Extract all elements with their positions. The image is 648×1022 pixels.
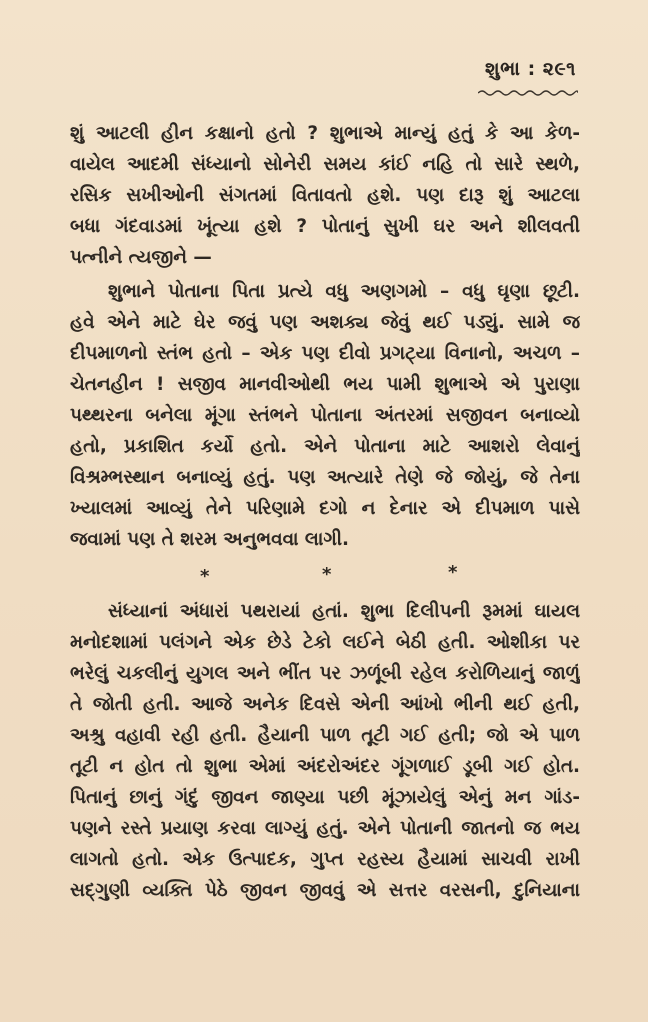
- text-line: જવામાં પણ તે શરમ અનુભવવા લાગી.: [70, 529, 350, 550]
- text-line: દીપમાળનો સ્તંભ હતો – એક પણ દીવો પ્રગટ્યા વિનાનો, અચળ –: [70, 343, 580, 364]
- text-line: મનોદશામાં પલંગને એક છેડે ટેકો લઈને બેઠી હતી. ઓશીકા પર: [70, 632, 580, 653]
- text-line: વાયેલ આદમી સંધ્યાનો સોનેરી સમય કાંઈ નહિ તો સારે સ્થળે,: [70, 154, 580, 175]
- text-line: બધા ગંદવાડમાં ખૂંત્યા હશે ? પોતાનું સુખી ઘર અને શીલવતી: [70, 216, 580, 237]
- paragraph-2: [70, 276, 580, 555]
- text-line: શુભાને પોતાના પિતા પ્રત્યે વધુ અણગમો – વધુ ઘૃણા છૂટી.: [108, 281, 580, 302]
- text-line: પથ્થરના બનેલા મૂંગા સ્તંભને પોતાના અંતરમાં સજીવન બનાવ્યો: [70, 405, 580, 426]
- separator-asterisk: *: [322, 564, 332, 585]
- text-line: પિતાનું છાનું ગંદું જીવન જાણ્યા પછી મૂંઝાયેલું એનું મન ગાંડ-: [70, 787, 580, 808]
- ornament-squiggle-icon: [478, 88, 578, 98]
- text-line: ભરેલું ચકલીનું યુગલ અને ભીંત પર ઝળૂંબી રહેલ કરોળિયાનું જાળું: [70, 663, 580, 684]
- text-line: હવે એને માટે ઘેર જવું પણ અશક્ય જેવું થઈ પડ્યું. સામે જ: [70, 312, 580, 333]
- text-line: રસિક સખીઓની સંગતમાં વિતાવતો હશે. પણ દારૂ શું આટલા: [70, 185, 580, 206]
- text-line: ચેતનહીન ! સજીવ માનવીઓથી ભય પામી શુભાએ એ પુરાણા: [70, 374, 580, 395]
- text-line: હતો, પ્રકાશિત કર્યો હતો. એને પોતાના માટે આશરો લેવાનું: [70, 436, 580, 457]
- text-line: શું આટલી હીન કક્ષાનો હતો ? શુભાએ માન્યું હતું કે આ કેળ-: [70, 123, 580, 144]
- separator-asterisk: *: [448, 562, 458, 583]
- text-line: ખ્યાલમાં આવ્યું તેને પરિણામે દગો ન દેનાર એ દીપમાળ પાસે: [70, 498, 580, 519]
- text-line: તે જોતી હતી. આજે અનેક દિવસે એની આંખો ભીની થઈ હતી,: [70, 694, 580, 715]
- text-line: સંધ્યાનાં અંધારાં પથરાયાં હતાં. શુભા દિલીપની રૂમમાં ઘાયલ: [108, 601, 580, 622]
- text-line: લાગતો હતો. એક ઉત્પાદક, ગુપ્ત રહસ્ય હૈયામાં સાચવી રાખી: [70, 849, 580, 870]
- paragraph-1: [70, 118, 580, 273]
- text-line: તૂટી ન હોત તો શુભા એમાં અંદરોઅંદર ગૂંગળાઈ ડૂબી ગઈ હોત.: [70, 756, 580, 777]
- section-separator: [0, 562, 648, 596]
- separator-asterisk: *: [200, 566, 210, 587]
- text-line: વિશ્રમ્ભસ્થાન બનાવ્યું હતું. પણ અત્યારે તેણે જે જોયું, જે તેના: [70, 467, 580, 488]
- text-line: સદ્ગુણી વ્યક્તિ પેઠે જીવન જીવવું એ સત્તર વરસની, દુનિયાના: [70, 880, 580, 901]
- text-line: અશ્રુ વહાવી રહી હતી. હૈયાની પાળ તૂટી ગઈ હતી; જો એ પાળ: [70, 725, 580, 746]
- paragraph-3: [70, 596, 580, 906]
- running-head: શુભા : ૨૯૧: [484, 58, 576, 80]
- text-line: પત્નીને ત્યજીને —: [70, 247, 212, 268]
- text-line: પણને રસ્તે પ્રયાણ કરવા લાગ્યું હતું. એને પોતાની જાતનો જ ભય: [70, 818, 580, 839]
